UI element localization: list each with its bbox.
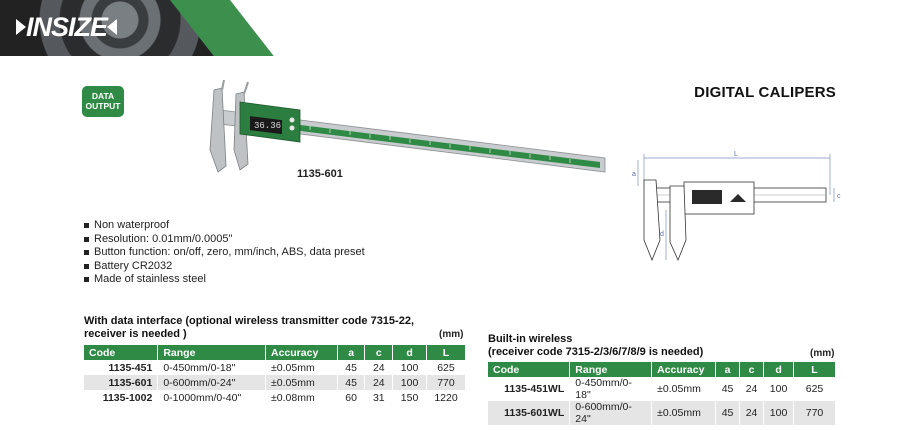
col-header: c bbox=[740, 362, 764, 377]
table-row bbox=[84, 360, 466, 375]
brand-logo bbox=[14, 13, 119, 41]
col-header: Code bbox=[84, 345, 158, 360]
logo-text: INSIZE bbox=[26, 11, 108, 42]
cell: ±0.05mm bbox=[266, 375, 338, 390]
table-row bbox=[84, 375, 466, 390]
table2 bbox=[488, 362, 836, 425]
col-header: L bbox=[794, 362, 836, 377]
caliper-display: 36.36 bbox=[254, 121, 282, 131]
dim-a-label: a bbox=[632, 171, 636, 178]
table-row bbox=[488, 401, 836, 425]
feature-list bbox=[84, 219, 365, 287]
data-output-badge bbox=[82, 86, 124, 117]
col-header: Code bbox=[488, 362, 570, 377]
dim-c-label: c bbox=[837, 193, 841, 200]
table1-header-row bbox=[84, 345, 466, 360]
badge-line1: DATA bbox=[91, 91, 115, 101]
table1-title-line2: receiver is needed ) bbox=[84, 328, 187, 340]
caliper-model-label: 1135-601 bbox=[297, 168, 343, 180]
table1-unit: (mm) bbox=[439, 329, 464, 340]
dim-L-label: L bbox=[734, 151, 738, 158]
cell: 31 bbox=[365, 390, 393, 405]
cell: 1135-1002 bbox=[84, 390, 158, 405]
cell: 625 bbox=[426, 360, 465, 375]
cell: 0-600mm/0-24" bbox=[570, 401, 652, 425]
cell: 100 bbox=[764, 401, 794, 425]
table1 bbox=[84, 345, 466, 405]
dim-d-label: d bbox=[660, 231, 664, 238]
cell: 1220 bbox=[426, 390, 465, 405]
cell: 0-1000mm/0-40" bbox=[158, 390, 266, 405]
table2-unit: (mm) bbox=[810, 348, 835, 359]
header-banner bbox=[0, 0, 900, 56]
col-header: c bbox=[365, 345, 393, 360]
table1-title bbox=[84, 315, 414, 341]
cell: 24 bbox=[740, 401, 764, 425]
table1-title-line1: With data interface (optional wireless transmitter code 7315-22, bbox=[84, 315, 414, 327]
cell: 24 bbox=[365, 360, 393, 375]
logo-arrow-right-icon bbox=[16, 19, 26, 35]
col-header: a bbox=[716, 362, 740, 377]
header-white-area bbox=[230, 0, 900, 56]
cell: 1135-451 bbox=[84, 360, 158, 375]
cell: 24 bbox=[740, 377, 764, 401]
col-header: a bbox=[337, 345, 365, 360]
table-row bbox=[488, 377, 836, 401]
cell: 150 bbox=[393, 390, 427, 405]
col-header: d bbox=[393, 345, 427, 360]
cell: 100 bbox=[393, 375, 427, 390]
cell: 45 bbox=[716, 401, 740, 425]
table2-header-row bbox=[488, 362, 836, 377]
cell: 770 bbox=[794, 401, 836, 425]
feature-item: Made of stainless steel bbox=[84, 273, 365, 287]
table2-title-line1: Built-in wireless bbox=[488, 333, 573, 345]
col-header: Range bbox=[570, 362, 652, 377]
cell: 45 bbox=[337, 375, 365, 390]
cell: 0-450mm/0-18" bbox=[158, 360, 266, 375]
feature-item: Non waterproof bbox=[84, 219, 365, 233]
cell: 45 bbox=[716, 377, 740, 401]
cell: 1135-601WL bbox=[488, 401, 570, 425]
badge-line2: OUTPUT bbox=[85, 101, 121, 111]
dimension-diagram bbox=[630, 150, 850, 270]
cell: 1135-601 bbox=[84, 375, 158, 390]
cell: 100 bbox=[393, 360, 427, 375]
logo-arrow-left-icon bbox=[107, 19, 117, 35]
cell: 625 bbox=[794, 377, 836, 401]
col-header: Range bbox=[158, 345, 266, 360]
table2-title-line2: (receiver code 7315-2/3/6/7/8/9 is needed) bbox=[488, 346, 704, 358]
cell: 0-600mm/0-24" bbox=[158, 375, 266, 390]
cell: ±0.05mm bbox=[652, 377, 716, 401]
cell: 60 bbox=[337, 390, 365, 405]
cell: 100 bbox=[764, 377, 794, 401]
feature-item: Button function: on/off, zero, mm/inch, ABS, data preset bbox=[84, 246, 365, 260]
cell: ±0.05mm bbox=[266, 360, 338, 375]
table-row bbox=[84, 390, 466, 405]
col-header: Accuracy bbox=[652, 362, 716, 377]
cell: 770 bbox=[426, 375, 465, 390]
caliper-image bbox=[200, 80, 610, 180]
page-title: DIGITAL CALIPERS bbox=[694, 84, 836, 101]
cell: 1135-451WL bbox=[488, 377, 570, 401]
col-header: d bbox=[764, 362, 794, 377]
feature-item: Resolution: 0.01mm/0.0005" bbox=[84, 233, 365, 247]
cell: ±0.05mm bbox=[652, 401, 716, 425]
cell: ±0.08mm bbox=[266, 390, 338, 405]
cell: 24 bbox=[365, 375, 393, 390]
table2-title bbox=[488, 333, 703, 359]
col-header: L bbox=[426, 345, 465, 360]
cell: 0-450mm/0-18" bbox=[570, 377, 652, 401]
feature-item: Battery CR2032 bbox=[84, 260, 365, 274]
col-header: Accuracy bbox=[266, 345, 338, 360]
cell: 45 bbox=[337, 360, 365, 375]
